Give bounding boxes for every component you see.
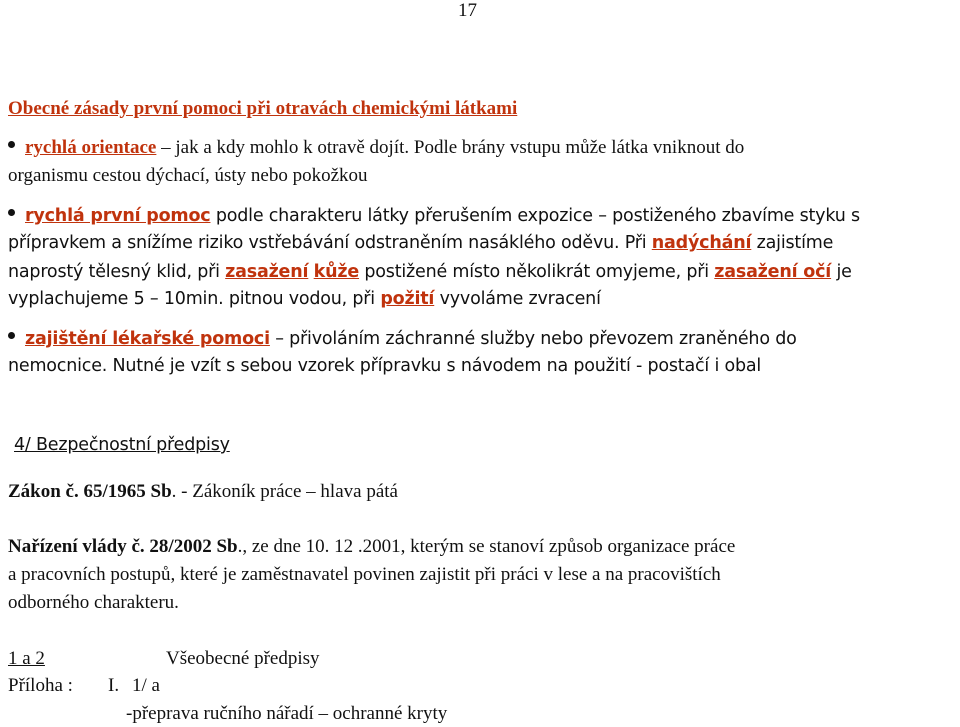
section-4-title: 4/ Bezpečnostní předpisy [14,435,230,455]
law-2-line-2: a pracovních postupů, které je zaměstnavatel povinen zajistit při práci v lese a na pracovištích [8,564,721,585]
bullet-2-text-1: podle charakteru látky přerušením expozice – postiženého zbavíme styku s [210,206,860,226]
appendix-label: Příloha : [8,675,73,696]
appendix-num: I. [108,675,120,696]
bullet-3-term: zajištění lékařské pomoci [25,329,270,349]
bullet-2-text-3c: je [831,262,852,282]
bullet-3-line-2: nemocnice. Nutné je vzít s sebou vzorek přípravku s návodem na použití - postačí i obal [8,356,762,376]
law-1 [8,480,398,504]
bullet-1-line-2: organismu cestou dýchací, ústy nebo pokožkou [8,165,368,186]
bullet-1-line-1 [8,136,744,160]
law-1-name: Zákon č. 65/1965 Sb [8,481,172,502]
bullet-2-line-1 [8,204,860,228]
bullet-icon [8,332,15,339]
law-2-desc-1: ., ze dne 10. 12 .2001, kterým se stanoví způsob organizace práce [237,536,736,557]
bullet-icon [8,209,15,216]
term-inhalation: nadýchání [651,233,752,253]
bullet-2-text-3a: naprostý tělesný klid, při [8,262,226,282]
bullet-1-term: rychlá orientace [25,137,157,158]
bullet-3-line-1 [8,327,797,351]
section-heading: Obecné zásady první pomoci při otravách chemickými látkami [8,98,518,119]
term-eyes: zasažení očí [714,262,832,282]
bullet-2-line-4 [8,287,601,311]
appendix-ref-1-label: Všeobecné předpisy [166,648,320,669]
law-2-line-3: odborného charakteru. [8,592,179,613]
bullet-2-line-3 [8,260,852,284]
bullet-2-text-4a: vyplachujeme 5 – 10min. pitnou vodou, při [8,289,381,309]
bullet-2-text-4b: vyvoláme zvracení [434,289,601,309]
appendix-ref-2 [8,674,160,698]
page-number: 17 [458,0,477,21]
law-2-name: Nařízení vlády č. 28/2002 Sb [8,536,238,557]
appendix-item: -přeprava ručního nářadí – ochranné kryty [126,703,448,724]
appendix-part: 1/ a [132,675,160,696]
bullet-icon [8,141,15,148]
bullet-1-text: – jak a kdy mohlo k otravě dojít. Podle brány vstupu může látka vniknout do [156,137,745,158]
law-1-desc: . - Zákoník práce – hlava pátá [171,481,398,502]
appendix-ref-1-num: 1 a 2 [8,648,45,669]
term-ingestion: požití [380,289,435,309]
bullet-2-text-3b: postižené místo několikrát omyjeme, při [359,262,715,282]
bullet-3-text: – přivoláním záchranné služby nebo převozem zraněného do [269,329,797,349]
bullet-2-line-2 [8,231,833,255]
bullet-2-term: rychlá první pomoc [25,206,211,226]
bullet-2-text-2a: přípravkem a snížíme riziko vstřebávání odstraněním nasáklého oděvu. Při [8,233,652,253]
term-contact: zasažení [225,262,309,282]
law-2-line-1 [8,535,735,559]
appendix-ref-1 [8,647,320,671]
bullet-2-text-2b: zajistíme [751,233,834,253]
term-skin: kůže [313,262,360,282]
